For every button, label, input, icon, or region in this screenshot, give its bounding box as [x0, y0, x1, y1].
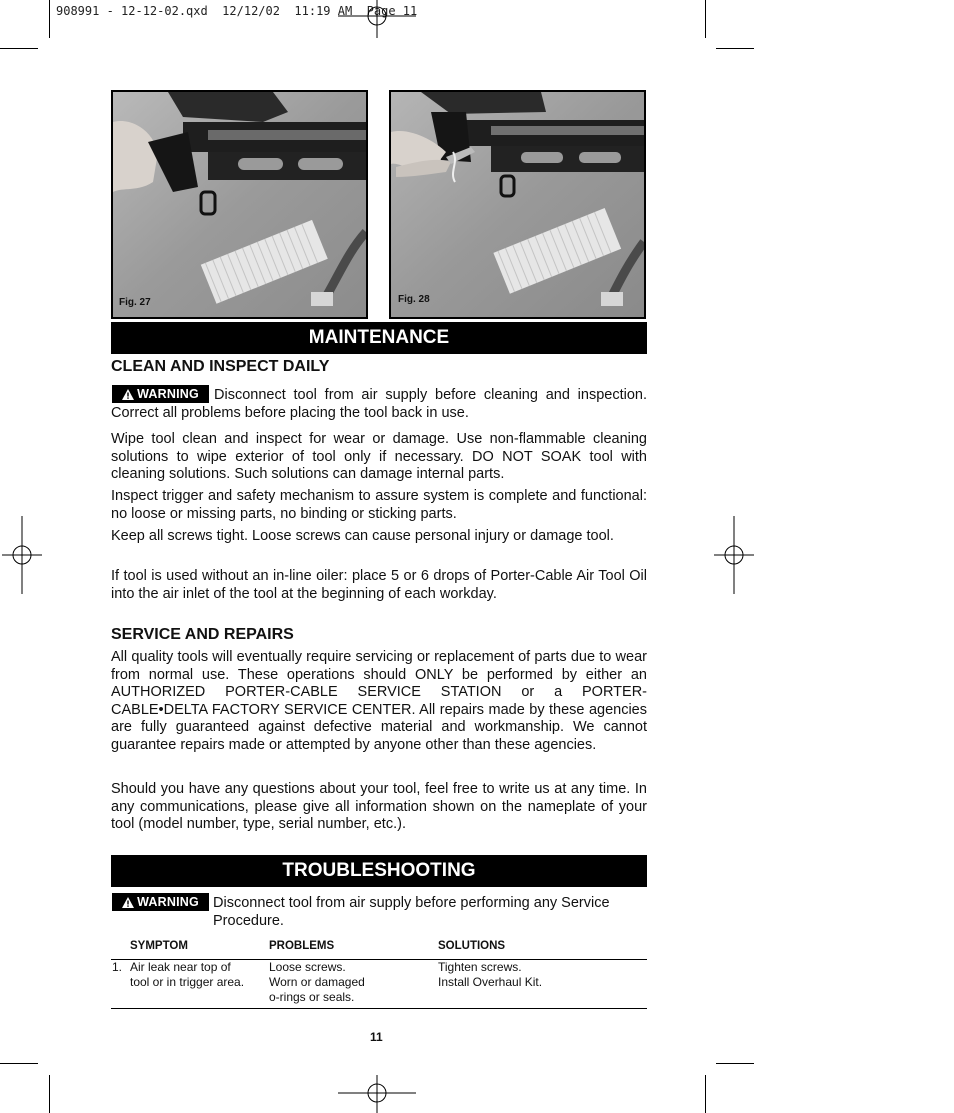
figure-27-caption: Fig. 27	[119, 297, 151, 308]
crop-mark	[716, 48, 754, 49]
page-number: 11	[370, 1030, 383, 1044]
figure-28-caption: Fig. 28	[398, 294, 430, 305]
row-number: 1.	[112, 960, 123, 974]
troubleshooting-section-header: TROUBLESHOOTING	[111, 855, 647, 887]
figure-27-photo	[111, 90, 368, 319]
problems-cell: Loose screws. Worn or damaged o-rings or seals.	[269, 960, 365, 1004]
crop-mark	[705, 1075, 706, 1113]
paragraph: If tool is used without an in-line oiler: place 5 or 6 drops of Porter-Cable Air Tool Oil into the air inlet of the tool at the beginning of each workday.	[111, 568, 647, 602]
table-bottom-rule	[111, 1008, 647, 1009]
registration-mark-icon	[714, 516, 754, 594]
crop-mark	[0, 1063, 38, 1064]
maintenance-section-header: MAINTENANCE	[111, 322, 647, 354]
registration-mark-icon	[2, 516, 42, 594]
symptom-cell: Air leak near top of tool or in trigger area.	[130, 960, 245, 989]
crop-mark	[49, 1075, 50, 1113]
figure-28-photo	[389, 90, 646, 319]
warning-triangle-icon	[122, 897, 134, 908]
registration-mark-icon	[338, 1073, 416, 1113]
nailer-photo-icon	[113, 92, 366, 317]
warning-label: WARNING	[137, 387, 199, 401]
troubleshooting-warning-text: Disconnect tool from air supply before performing any Service Procedure.	[213, 895, 610, 929]
symptom-column-header: SYMPTOM	[130, 940, 188, 952]
paragraph: Wipe tool clean and inspect for wear or damage. Use non-flammable cleaning solutions to wipe exterior of tool only if necessary. DO NOT SOAK tool with cleaning solutions. Such solutions can damage internal parts.	[111, 431, 647, 482]
clean-inspect-heading: CLEAN AND INSPECT DAILY	[111, 358, 330, 375]
registration-mark-icon	[338, 0, 416, 40]
paragraph: Keep all screws tight. Loose screws can cause personal injury or damage tool.	[111, 528, 614, 544]
problems-column-header: PROBLEMS	[269, 940, 335, 952]
crop-mark	[716, 1063, 754, 1064]
warning-badge	[112, 893, 209, 911]
solutions-column-header: SOLUTIONS	[438, 940, 506, 952]
paragraph: All quality tools will eventually require servicing or replacement of parts due to wear from normal use. These operations should ONLY be performed by either an AUTHORIZED PORTER-CABLE SERVICE STATION or a PORTER-CABLE•DELTA FACTORY SERVICE CENTER. All repairs made by these agencies are fully guaranteed against defective material and workmanship. We cannot guarantee repairs made or attempted by anyone other than these agencies.	[111, 649, 647, 753]
service-repairs-heading: SERVICE AND REPAIRS	[111, 626, 294, 643]
paragraph: Should you have any questions about your tool, feel free to write us at any time. In any communications, please give all information shown on the nameplate of your tool (model number, type, serial number, etc.).	[111, 781, 647, 832]
file-slug: 908991 - 12-12-02.qxd 12/12/02 11:19 AM Page 11	[56, 4, 418, 18]
warning-text: Disconnect tool from air supply before cleaning and inspection. Correct all problems before placing the tool back in use.	[111, 387, 647, 421]
nailer-photo-icon	[391, 92, 644, 317]
warning-label: WARNING	[137, 895, 199, 909]
clean-warning-text	[111, 387, 647, 422]
paragraph: Inspect trigger and safety mechanism to assure system is complete and functional: no loose or missing parts, no binding or sticking parts.	[111, 488, 647, 522]
crop-mark	[705, 0, 706, 38]
solutions-cell: Tighten screws. Install Overhaul Kit.	[438, 960, 543, 989]
crop-mark	[0, 48, 38, 49]
crop-mark	[49, 0, 50, 38]
